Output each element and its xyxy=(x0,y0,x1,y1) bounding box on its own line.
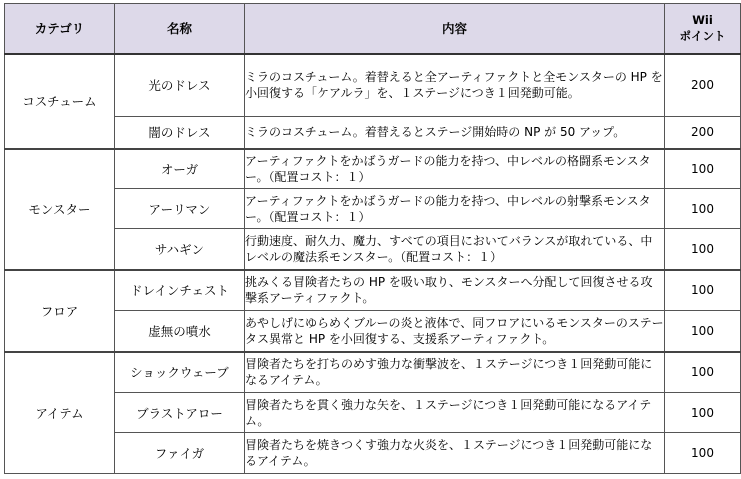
item-description: ミラのコスチューム。着替えると全アーティファクトと全モンスターの HP を小回復する「ケアルラ」を、１ステージにつき１回発動可能。 xyxy=(245,54,665,117)
table-row xyxy=(5,393,741,433)
item-points: 100 xyxy=(665,229,741,270)
header-wii-line2: ポイント xyxy=(679,29,726,44)
category-cell: アイテム xyxy=(5,352,115,474)
table-row xyxy=(5,189,741,229)
category-cell: モンスター xyxy=(5,149,115,270)
item-description: 冒険者たちを焼きつくす強力な火炎を、１ステージにつき１回発動可能になるアイテム。 xyxy=(245,433,665,474)
table-row xyxy=(5,270,741,311)
table-row xyxy=(5,54,741,117)
category-cell: フロア xyxy=(5,270,115,352)
table-row xyxy=(5,433,741,474)
item-points: 100 xyxy=(665,352,741,393)
item-name: ブラストアロー xyxy=(115,393,245,433)
item-description: アーティファクトをかばうガードの能力を持つ、中レベルの格闘系モンスター。（配置コスト：１） xyxy=(245,149,665,189)
item-description: アーティファクトをかばうガードの能力を持つ、中レベルの射撃系モンスター。（配置コスト：１） xyxy=(245,189,665,229)
item-description: 冒険者たちを打ちのめす強力な衝撃波を、１ステージにつき１回発動可能になるアイテム。 xyxy=(245,352,665,393)
header-wii-points xyxy=(665,4,741,54)
header-row xyxy=(5,4,741,54)
item-name: 虚無の噴水 xyxy=(115,311,245,352)
header-wii-line1: Wii xyxy=(692,13,713,28)
table-row xyxy=(5,311,741,352)
item-name: オーガ xyxy=(115,149,245,189)
item-name: ファイガ xyxy=(115,433,245,474)
item-description: ミラのコスチューム。着替えるとステージ開始時の NP が 50 アップ。 xyxy=(245,117,665,149)
item-description: あやしげにゆらめくブルーの炎と液体で、同フロアにいるモンスターのステータス異常と HP を小回復する、支援系アーティファクト。 xyxy=(245,311,665,352)
item-points: 100 xyxy=(665,270,741,311)
item-points: 100 xyxy=(665,433,741,474)
item-description: 冒険者たちを貫く強力な矢を、１ステージにつき１回発動可能になるアイテム。 xyxy=(245,393,665,433)
item-points: 200 xyxy=(665,54,741,117)
item-description: 行動速度、耐久力、魔力、すべての項目においてバランスが取れている、中レベルの魔法系モンスター。（配置コスト：１） xyxy=(245,229,665,270)
item-name: 闇のドレス xyxy=(115,117,245,149)
item-points: 200 xyxy=(665,117,741,149)
item-name: 光のドレス xyxy=(115,54,245,117)
item-description: 挑みくる冒険者たちの HP を吸い取り、モンスターへ分配して回復させる攻撃系アーティファクト。 xyxy=(245,270,665,311)
header-category: カテゴリ xyxy=(5,4,115,54)
table-row xyxy=(5,352,741,393)
item-points: 100 xyxy=(665,311,741,352)
table-row xyxy=(5,149,741,189)
item-points: 100 xyxy=(665,393,741,433)
table-row xyxy=(5,117,741,149)
item-points: 100 xyxy=(665,149,741,189)
item-name: アーリマン xyxy=(115,189,245,229)
item-points: 100 xyxy=(665,189,741,229)
header-name: 名称 xyxy=(115,4,245,54)
item-name: サハギン xyxy=(115,229,245,270)
category-cell: コスチューム xyxy=(5,54,115,149)
header-content: 内容 xyxy=(245,4,665,54)
item-name: ドレインチェスト xyxy=(115,270,245,311)
table-row xyxy=(5,229,741,270)
item-table xyxy=(4,3,741,474)
item-name: ショックウェーブ xyxy=(115,352,245,393)
